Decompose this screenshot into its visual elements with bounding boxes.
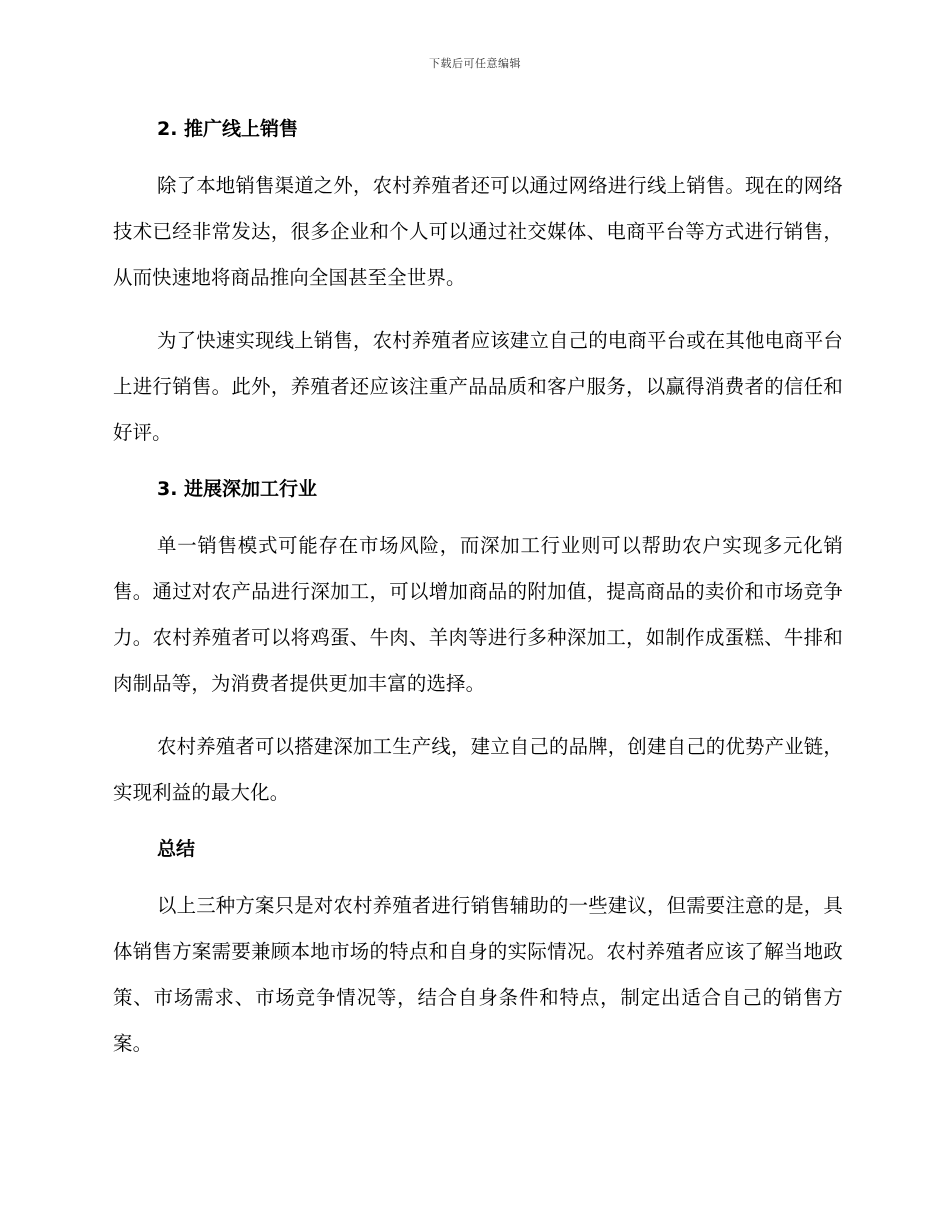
paragraph: 为了快速实现线上销售，农村养殖者应该建立自己的电商平台或在其他电商平台上进行销售。此外，养殖者还应该注重产品品质和客户服务，以赢得消费者的信任和好评。 (113, 329, 843, 444)
paragraph: 农村养殖者可以搭建深加工生产线，建立自己的品牌，创建自己的优势产业链，实现利益的最大化。 (113, 735, 843, 804)
section-heading: 3. 进展深加工行业 (157, 478, 318, 500)
section-heading: 2. 推广线上销售 (157, 118, 299, 140)
section-summary (113, 833, 843, 1067)
paragraph: 以上三种方案只是对农村养殖者进行销售辅助的一些建议，但需要注意的是，具体销售方案需要兼顾本地市场的特点和自身的实际情况。农村养殖者应该了解当地政策、市场需求、市场竞争情况等，结合自身条件和特点，制定出适合自己的销售方案。 (113, 894, 843, 1055)
section-online-sales (113, 113, 843, 456)
page-header: 下载后可任意编辑 (429, 57, 521, 70)
paragraph: 除了本地销售渠道之外，农村养殖者还可以通过网络进行线上销售。现在的网络技术已经非常发达，很多企业和个人可以通过社交媒体、电商平台等方式进行销售，从而快速地将商品推向全国甚至全世界。 (113, 174, 843, 289)
paragraph: 单一销售模式可能存在市场风险，而深加工行业则可以帮助农户实现多元化销售。通过对农产品进行深加工，可以增加商品的附加值，提高商品的卖价和市场竞争力。农村养殖者可以将鸡蛋、牛肉、羊肉等进行多种深加工，如制作成蛋糕、牛排和肉制品等，为消费者提供更加丰富的选择。 (113, 534, 843, 695)
document-body (113, 113, 843, 1084)
section-deep-processing (113, 473, 843, 816)
section-heading: 总结 (157, 838, 196, 860)
